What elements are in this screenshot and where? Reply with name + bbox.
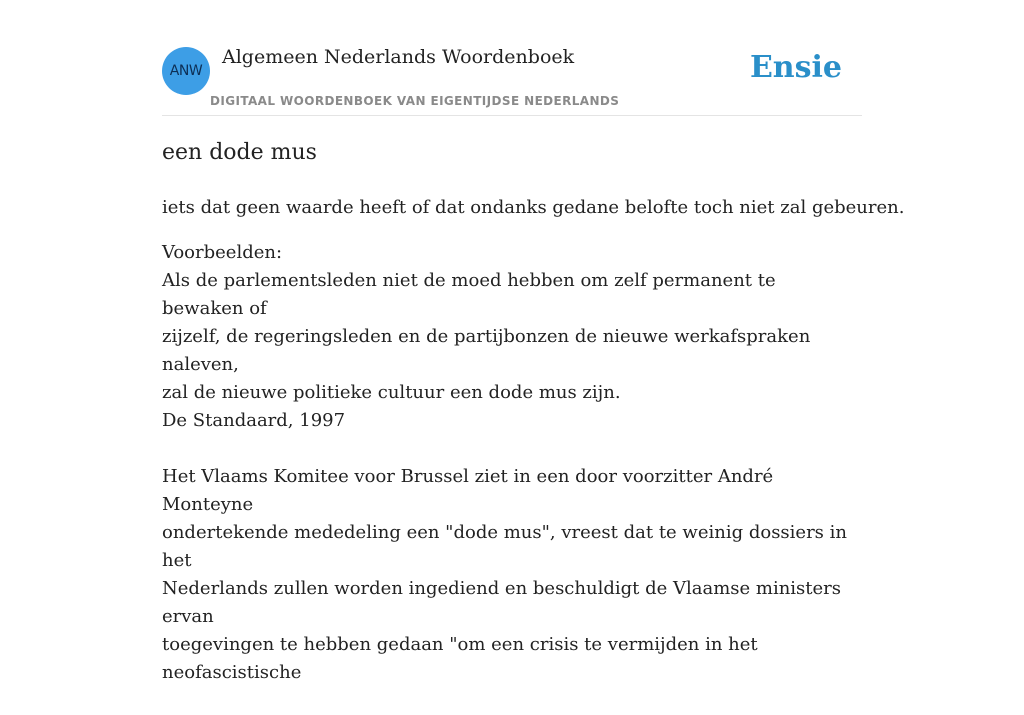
example-1 xyxy=(162,267,862,435)
anw-logo[interactable]: ANW xyxy=(162,47,210,95)
site-title[interactable]: Algemeen Nederlands Woordenboek xyxy=(222,46,575,68)
example-line: Als de parlementsleden niet de moed hebben om zelf permanent te bewaken of xyxy=(162,270,776,319)
example-2 xyxy=(162,463,862,687)
example-source: De Standaard, 1997 xyxy=(162,410,346,431)
example-line: toegevingen te hebben gedaan "om een crisis te vermijden in het neofascistische xyxy=(162,634,758,683)
example-line: zal de nieuwe politieke cultuur een dode mus zijn. xyxy=(162,382,621,403)
examples-label: Voorbeelden: xyxy=(162,242,283,263)
example-line: Nederlands zullen worden ingediend en beschuldigt de Vlaamse ministers ervan xyxy=(162,578,842,627)
entry-definition: iets dat geen waarde heeft of dat ondanks gedane belofte toch niet zal gebeuren. xyxy=(162,197,905,218)
page xyxy=(162,0,905,683)
site-header xyxy=(162,0,862,116)
site-subtitle: DIGITAAL WOORDENBOEK VAN EIGENTIJDSE NEDERLANDS xyxy=(210,94,620,108)
example-line: ondertekende mededeling een "dode mus", vreest dat te weinig dossiers in het xyxy=(162,522,847,571)
entry-title: een dode mus xyxy=(162,140,317,165)
example-line: Het Vlaams Komitee voor Brussel ziet in een door voorzitter André Monteyne xyxy=(162,466,774,515)
examples-section xyxy=(162,239,862,715)
ensie-logo[interactable]: Ensie xyxy=(749,50,842,85)
example-line: zijzelf, de regeringsleden en de partijbonzen de nieuwe werkafspraken naleven, xyxy=(162,326,811,375)
